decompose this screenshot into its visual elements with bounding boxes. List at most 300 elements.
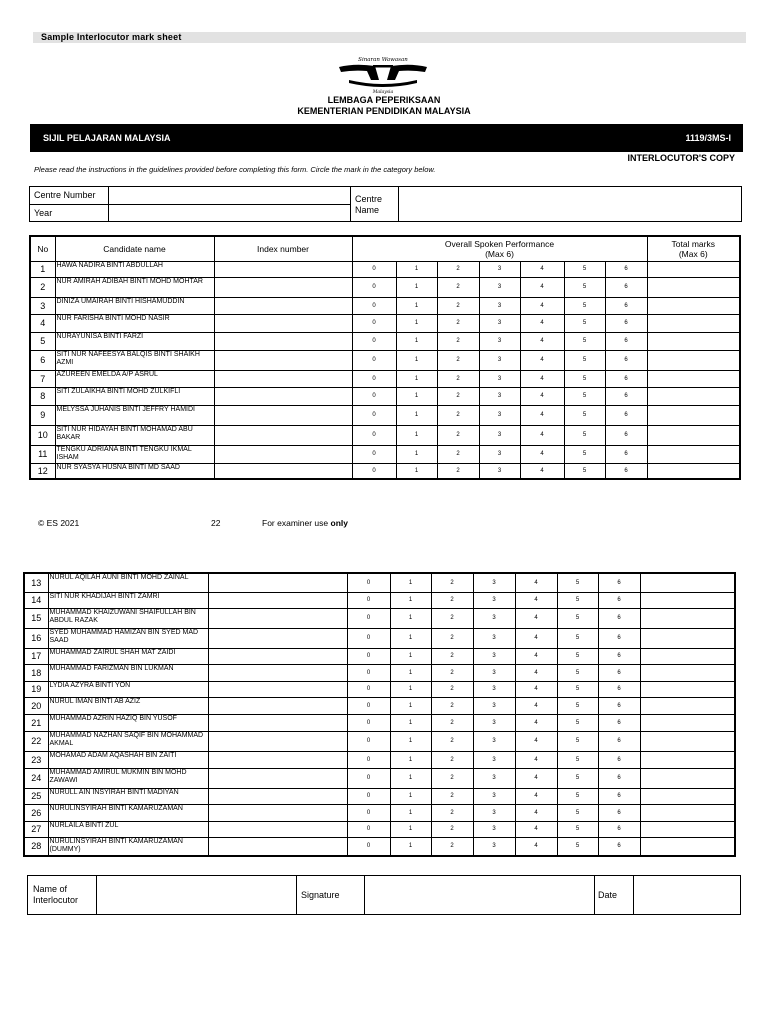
mark-option-6[interactable]: 6 bbox=[605, 370, 647, 387]
mark-option-4[interactable]: 4 bbox=[515, 681, 557, 697]
mark-option-4[interactable]: 4 bbox=[520, 277, 564, 297]
mark-option-6[interactable]: 6 bbox=[598, 697, 640, 714]
total-marks-field[interactable] bbox=[647, 370, 740, 387]
mark-option-3[interactable]: 3 bbox=[473, 628, 515, 648]
candidate-name: SITI ZULAIKHA BINTI MOHD ZULKIFLI bbox=[55, 387, 214, 405]
year-field[interactable] bbox=[109, 205, 349, 222]
index-number-field[interactable] bbox=[214, 277, 352, 297]
mark-option-1[interactable]: 1 bbox=[390, 821, 431, 837]
mark-option-1[interactable]: 1 bbox=[396, 445, 437, 463]
year-label: Year bbox=[34, 208, 53, 218]
row-number: 28 bbox=[24, 837, 48, 856]
index-number-field[interactable] bbox=[208, 821, 347, 837]
mark-option-4[interactable]: 4 bbox=[515, 768, 557, 788]
row-number: 19 bbox=[24, 681, 48, 697]
mark-option-1[interactable]: 1 bbox=[390, 837, 431, 856]
mark-option-3[interactable]: 3 bbox=[473, 608, 515, 628]
candidate-name: MELYSSA JUHANIS BINTI JEFFRY HAMIDI bbox=[55, 405, 214, 425]
mark-option-0[interactable]: 0 bbox=[347, 788, 390, 804]
mark-option-0[interactable]: 0 bbox=[352, 387, 396, 405]
total-marks-field[interactable] bbox=[640, 573, 735, 592]
mark-option-3[interactable]: 3 bbox=[479, 425, 520, 445]
total-marks-field[interactable] bbox=[640, 788, 735, 804]
mark-option-0[interactable]: 0 bbox=[347, 648, 390, 664]
index-number-field[interactable] bbox=[208, 573, 347, 592]
mark-option-3[interactable]: 3 bbox=[479, 297, 520, 314]
table-row bbox=[30, 332, 740, 350]
mark-option-0[interactable]: 0 bbox=[352, 314, 396, 332]
mark-option-1[interactable]: 1 bbox=[390, 681, 431, 697]
mark-option-6[interactable]: 6 bbox=[598, 788, 640, 804]
mark-option-5[interactable]: 5 bbox=[557, 731, 598, 751]
mark-option-3[interactable]: 3 bbox=[479, 445, 520, 463]
mark-option-2[interactable]: 2 bbox=[437, 297, 479, 314]
mark-option-5[interactable]: 5 bbox=[564, 425, 605, 445]
mark-option-0[interactable]: 0 bbox=[352, 370, 396, 387]
table-row bbox=[30, 261, 740, 277]
mark-option-0[interactable]: 0 bbox=[352, 277, 396, 297]
mark-option-5[interactable]: 5 bbox=[557, 648, 598, 664]
total-marks-field[interactable] bbox=[647, 332, 740, 350]
mark-option-0[interactable]: 0 bbox=[352, 463, 396, 479]
mark-option-3[interactable]: 3 bbox=[473, 837, 515, 856]
index-number-field[interactable] bbox=[208, 837, 347, 856]
index-number-field[interactable] bbox=[214, 405, 352, 425]
mark-option-1[interactable]: 1 bbox=[396, 425, 437, 445]
mark-option-1[interactable]: 1 bbox=[396, 332, 437, 350]
mark-option-2[interactable]: 2 bbox=[431, 681, 473, 697]
row-number: 16 bbox=[24, 628, 48, 648]
mark-option-6[interactable]: 6 bbox=[605, 297, 647, 314]
mark-option-0[interactable]: 0 bbox=[347, 681, 390, 697]
mark-option-2[interactable]: 2 bbox=[431, 821, 473, 837]
total-marks-field[interactable] bbox=[647, 297, 740, 314]
table-row bbox=[24, 592, 735, 608]
total-marks-field[interactable] bbox=[647, 277, 740, 297]
mark-option-1[interactable]: 1 bbox=[396, 277, 437, 297]
mark-option-5[interactable]: 5 bbox=[557, 821, 598, 837]
mark-option-5[interactable]: 5 bbox=[564, 370, 605, 387]
mark-option-1[interactable]: 1 bbox=[396, 370, 437, 387]
mark-option-4[interactable]: 4 bbox=[520, 463, 564, 479]
mark-option-1[interactable]: 1 bbox=[396, 405, 437, 425]
mark-option-0[interactable]: 0 bbox=[352, 261, 396, 277]
mark-option-6[interactable]: 6 bbox=[598, 573, 640, 592]
index-number-field[interactable] bbox=[214, 332, 352, 350]
mark-option-1[interactable]: 1 bbox=[390, 714, 431, 731]
mark-option-0[interactable]: 0 bbox=[352, 445, 396, 463]
mark-option-0[interactable]: 0 bbox=[352, 350, 396, 370]
mark-option-6[interactable]: 6 bbox=[598, 804, 640, 821]
mark-option-2[interactable]: 2 bbox=[437, 277, 479, 297]
mark-option-3[interactable]: 3 bbox=[479, 405, 520, 425]
mark-option-6[interactable]: 6 bbox=[605, 314, 647, 332]
index-number-field[interactable] bbox=[208, 697, 347, 714]
total-marks-field[interactable] bbox=[640, 714, 735, 731]
mark-option-4[interactable]: 4 bbox=[515, 592, 557, 608]
mark-option-6[interactable]: 6 bbox=[598, 751, 640, 768]
mark-option-6[interactable]: 6 bbox=[605, 445, 647, 463]
total-marks-field[interactable] bbox=[647, 387, 740, 405]
mark-option-0[interactable]: 0 bbox=[352, 405, 396, 425]
mark-option-2[interactable]: 2 bbox=[431, 751, 473, 768]
mark-option-0[interactable]: 0 bbox=[347, 837, 390, 856]
mark-option-2[interactable]: 2 bbox=[431, 664, 473, 681]
index-number-field[interactable] bbox=[214, 370, 352, 387]
mark-option-5[interactable]: 5 bbox=[557, 628, 598, 648]
mark-option-5[interactable]: 5 bbox=[564, 405, 605, 425]
mark-option-4[interactable]: 4 bbox=[515, 837, 557, 856]
mark-option-2[interactable]: 2 bbox=[431, 648, 473, 664]
table-row bbox=[30, 463, 740, 479]
row-number: 13 bbox=[24, 573, 48, 592]
mark-option-4[interactable]: 4 bbox=[520, 445, 564, 463]
date-label: Date bbox=[598, 890, 618, 900]
mark-option-5[interactable]: 5 bbox=[557, 573, 598, 592]
mark-option-3[interactable]: 3 bbox=[473, 714, 515, 731]
mark-option-3[interactable]: 3 bbox=[479, 332, 520, 350]
row-number: 3 bbox=[30, 297, 55, 314]
index-number-field[interactable] bbox=[214, 261, 352, 277]
mark-option-1[interactable]: 1 bbox=[390, 731, 431, 751]
centre-number-field[interactable] bbox=[109, 187, 349, 204]
total-marks-field[interactable] bbox=[640, 592, 735, 608]
row-number: 21 bbox=[24, 714, 48, 731]
mark-option-3[interactable]: 3 bbox=[479, 370, 520, 387]
mark-option-2[interactable]: 2 bbox=[437, 463, 479, 479]
mark-option-0[interactable]: 0 bbox=[347, 608, 390, 628]
total-marks-field[interactable] bbox=[640, 837, 735, 856]
mark-option-2[interactable]: 2 bbox=[431, 837, 473, 856]
mark-option-6[interactable]: 6 bbox=[605, 425, 647, 445]
index-number-field[interactable] bbox=[214, 314, 352, 332]
mark-option-6[interactable]: 6 bbox=[605, 350, 647, 370]
table-row bbox=[24, 731, 735, 751]
total-marks-field[interactable] bbox=[640, 648, 735, 664]
page-number: 22 bbox=[211, 518, 221, 528]
row-number: 2 bbox=[30, 277, 55, 297]
mark-option-1[interactable]: 1 bbox=[390, 573, 431, 592]
mark-option-5[interactable]: 5 bbox=[564, 314, 605, 332]
total-marks-field[interactable] bbox=[640, 768, 735, 788]
mark-option-0[interactable]: 0 bbox=[347, 768, 390, 788]
mark-option-0[interactable]: 0 bbox=[347, 573, 390, 592]
mark-option-0[interactable]: 0 bbox=[347, 714, 390, 731]
mark-option-4[interactable]: 4 bbox=[520, 425, 564, 445]
total-marks-field[interactable] bbox=[647, 463, 740, 479]
candidate-name: SITI NUR KHADIJAH BINTI ZAMRI bbox=[48, 592, 208, 608]
mark-option-0[interactable]: 0 bbox=[347, 697, 390, 714]
table-row bbox=[30, 425, 740, 445]
mark-option-2[interactable]: 2 bbox=[437, 387, 479, 405]
exam-banner bbox=[30, 124, 743, 152]
centre-name-field[interactable] bbox=[399, 187, 741, 221]
interlocutor-name-field[interactable] bbox=[97, 876, 295, 914]
mark-option-0[interactable]: 0 bbox=[347, 731, 390, 751]
mark-option-2[interactable]: 2 bbox=[431, 804, 473, 821]
table-row bbox=[24, 664, 735, 681]
centre-name-label: Centre bbox=[355, 194, 383, 204]
mark-option-4[interactable]: 4 bbox=[515, 788, 557, 804]
mark-option-2[interactable]: 2 bbox=[437, 425, 479, 445]
mark-option-4[interactable]: 4 bbox=[520, 405, 564, 425]
mark-option-2[interactable]: 2 bbox=[437, 370, 479, 387]
mark-option-4[interactable]: 4 bbox=[515, 664, 557, 681]
mark-option-4[interactable]: 4 bbox=[515, 628, 557, 648]
mark-option-2[interactable]: 2 bbox=[431, 768, 473, 788]
mark-option-4[interactable]: 4 bbox=[520, 314, 564, 332]
mark-option-5[interactable]: 5 bbox=[557, 804, 598, 821]
centre-name-label-2: Name bbox=[355, 205, 380, 215]
mark-option-3[interactable]: 3 bbox=[473, 731, 515, 751]
mark-option-1[interactable]: 1 bbox=[390, 751, 431, 768]
mark-option-5[interactable]: 5 bbox=[557, 697, 598, 714]
total-marks-field[interactable] bbox=[647, 445, 740, 463]
mark-option-6[interactable]: 6 bbox=[605, 277, 647, 297]
mark-option-1[interactable]: 1 bbox=[390, 804, 431, 821]
mark-option-4[interactable]: 4 bbox=[515, 714, 557, 731]
mark-option-5[interactable]: 5 bbox=[557, 592, 598, 608]
total-marks-field[interactable] bbox=[640, 628, 735, 648]
mark-option-2[interactable]: 2 bbox=[431, 788, 473, 804]
mark-option-5[interactable]: 5 bbox=[564, 350, 605, 370]
row-number: 22 bbox=[24, 731, 48, 751]
mark-option-5[interactable]: 5 bbox=[564, 463, 605, 479]
index-number-field[interactable] bbox=[208, 664, 347, 681]
index-number-field[interactable] bbox=[208, 768, 347, 788]
mark-option-3[interactable]: 3 bbox=[473, 788, 515, 804]
mark-option-1[interactable]: 1 bbox=[390, 697, 431, 714]
mark-option-4[interactable]: 4 bbox=[515, 804, 557, 821]
mark-option-1[interactable]: 1 bbox=[390, 768, 431, 788]
mark-option-3[interactable]: 3 bbox=[473, 573, 515, 592]
copy-label: INTERLOCUTOR'S COPY bbox=[627, 153, 735, 163]
mark-option-3[interactable]: 3 bbox=[473, 697, 515, 714]
index-number-field[interactable] bbox=[214, 387, 352, 405]
index-number-field[interactable] bbox=[208, 608, 347, 628]
mark-option-0[interactable]: 0 bbox=[352, 297, 396, 314]
mark-option-1[interactable]: 1 bbox=[390, 664, 431, 681]
mark-option-2[interactable]: 2 bbox=[437, 350, 479, 370]
mark-option-6[interactable]: 6 bbox=[598, 768, 640, 788]
mark-option-3[interactable]: 3 bbox=[473, 821, 515, 837]
mark-option-3[interactable]: 3 bbox=[473, 751, 515, 768]
candidate-name: LYDIA AZYRA BINTI YON bbox=[48, 681, 208, 697]
candidate-name: TENGKU ADRIANA BINTI TENGKU IKMAL ISHAM bbox=[55, 445, 214, 463]
index-number-field[interactable] bbox=[214, 463, 352, 479]
mark-option-1[interactable]: 1 bbox=[390, 592, 431, 608]
mark-option-1[interactable]: 1 bbox=[396, 314, 437, 332]
mark-option-3[interactable]: 3 bbox=[473, 681, 515, 697]
mark-option-4[interactable]: 4 bbox=[520, 297, 564, 314]
total-marks-field[interactable] bbox=[647, 425, 740, 445]
table-row bbox=[30, 314, 740, 332]
mark-option-5[interactable]: 5 bbox=[557, 751, 598, 768]
table-row bbox=[24, 573, 735, 592]
mark-option-3[interactable]: 3 bbox=[479, 387, 520, 405]
mark-option-1[interactable]: 1 bbox=[396, 387, 437, 405]
mark-option-0[interactable]: 0 bbox=[347, 751, 390, 768]
signature-box bbox=[27, 875, 741, 915]
marks-table-page1 bbox=[29, 235, 741, 480]
mark-option-0[interactable]: 0 bbox=[347, 628, 390, 648]
candidate-name: MUHAMMAD KHAIZUWANI SHAIFULLAH BIN ABDUL RAZAK bbox=[48, 608, 208, 628]
mark-option-3[interactable]: 3 bbox=[473, 664, 515, 681]
mark-option-4[interactable]: 4 bbox=[520, 332, 564, 350]
mark-option-4[interactable]: 4 bbox=[520, 261, 564, 277]
total-marks-field[interactable] bbox=[647, 350, 740, 370]
mark-option-6[interactable]: 6 bbox=[598, 837, 640, 856]
total-marks-field[interactable] bbox=[640, 751, 735, 768]
mark-option-5[interactable]: 5 bbox=[564, 277, 605, 297]
org-name-line2: KEMENTERIAN PENDIDIKAN MALAYSIA bbox=[297, 106, 471, 116]
mark-option-2[interactable]: 2 bbox=[431, 697, 473, 714]
mark-option-0[interactable]: 0 bbox=[347, 804, 390, 821]
mark-option-6[interactable]: 6 bbox=[605, 332, 647, 350]
mark-option-1[interactable]: 1 bbox=[396, 463, 437, 479]
mark-option-5[interactable]: 5 bbox=[557, 664, 598, 681]
table-row bbox=[24, 788, 735, 804]
mark-option-6[interactable]: 6 bbox=[598, 714, 640, 731]
signature-field[interactable] bbox=[365, 876, 593, 914]
mark-option-6[interactable]: 6 bbox=[605, 463, 647, 479]
mark-option-1[interactable]: 1 bbox=[396, 261, 437, 277]
mark-option-1[interactable]: 1 bbox=[390, 628, 431, 648]
mark-option-0[interactable]: 0 bbox=[352, 425, 396, 445]
mark-option-2[interactable]: 2 bbox=[437, 445, 479, 463]
mark-option-1[interactable]: 1 bbox=[390, 608, 431, 628]
index-number-field[interactable] bbox=[214, 445, 352, 463]
rows-page2 bbox=[24, 573, 735, 856]
index-number-field[interactable] bbox=[214, 350, 352, 370]
mark-option-4[interactable]: 4 bbox=[520, 350, 564, 370]
total-marks-field[interactable] bbox=[640, 697, 735, 714]
mark-option-4[interactable]: 4 bbox=[515, 608, 557, 628]
mark-option-3[interactable]: 3 bbox=[473, 768, 515, 788]
examiner-note-only: only bbox=[330, 518, 348, 528]
mark-option-4[interactable]: 4 bbox=[515, 821, 557, 837]
mark-option-3[interactable]: 3 bbox=[479, 277, 520, 297]
mark-option-6[interactable]: 6 bbox=[598, 648, 640, 664]
mark-option-1[interactable]: 1 bbox=[396, 297, 437, 314]
mark-option-3[interactable]: 3 bbox=[479, 261, 520, 277]
mark-option-2[interactable]: 2 bbox=[437, 405, 479, 425]
index-number-field[interactable] bbox=[208, 788, 347, 804]
mark-option-3[interactable]: 3 bbox=[479, 463, 520, 479]
mark-option-4[interactable]: 4 bbox=[515, 751, 557, 768]
mark-option-0[interactable]: 0 bbox=[352, 332, 396, 350]
mark-option-6[interactable]: 6 bbox=[598, 592, 640, 608]
mark-option-6[interactable]: 6 bbox=[605, 405, 647, 425]
index-number-field[interactable] bbox=[208, 681, 347, 697]
total-marks-field[interactable] bbox=[640, 664, 735, 681]
performance-max: (Max 6) bbox=[485, 248, 514, 259]
mark-option-5[interactable]: 5 bbox=[564, 445, 605, 463]
row-number: 24 bbox=[24, 768, 48, 788]
index-number-field[interactable] bbox=[208, 628, 347, 648]
index-number-field[interactable] bbox=[208, 751, 347, 768]
mark-option-3[interactable]: 3 bbox=[473, 804, 515, 821]
mark-option-0[interactable]: 0 bbox=[347, 821, 390, 837]
mark-option-5[interactable]: 5 bbox=[557, 788, 598, 804]
mark-option-2[interactable]: 2 bbox=[431, 592, 473, 608]
mark-option-3[interactable]: 3 bbox=[473, 592, 515, 608]
mark-option-4[interactable]: 4 bbox=[520, 387, 564, 405]
mark-option-6[interactable]: 6 bbox=[605, 261, 647, 277]
mark-option-3[interactable]: 3 bbox=[479, 350, 520, 370]
total-marks-field[interactable] bbox=[647, 261, 740, 277]
mark-option-4[interactable]: 4 bbox=[515, 648, 557, 664]
total-marks-field[interactable] bbox=[647, 314, 740, 332]
mark-option-1[interactable]: 1 bbox=[390, 788, 431, 804]
mark-option-5[interactable]: 5 bbox=[564, 297, 605, 314]
mark-option-5[interactable]: 5 bbox=[564, 261, 605, 277]
mark-option-5[interactable]: 5 bbox=[557, 714, 598, 731]
mark-option-6[interactable]: 6 bbox=[598, 821, 640, 837]
mark-option-5[interactable]: 5 bbox=[557, 681, 598, 697]
mark-option-6[interactable]: 6 bbox=[598, 628, 640, 648]
mark-option-0[interactable]: 0 bbox=[347, 592, 390, 608]
mark-option-2[interactable]: 2 bbox=[431, 628, 473, 648]
mark-option-5[interactable]: 5 bbox=[564, 387, 605, 405]
total-marks-field[interactable] bbox=[647, 405, 740, 425]
mark-option-5[interactable]: 5 bbox=[557, 608, 598, 628]
mark-option-3[interactable]: 3 bbox=[473, 648, 515, 664]
mark-option-2[interactable]: 2 bbox=[437, 314, 479, 332]
mark-option-6[interactable]: 6 bbox=[598, 731, 640, 751]
total-marks-field[interactable] bbox=[640, 821, 735, 837]
index-number-field[interactable] bbox=[214, 297, 352, 314]
index-number-field[interactable] bbox=[208, 804, 347, 821]
index-number-field[interactable] bbox=[214, 425, 352, 445]
mark-option-0[interactable]: 0 bbox=[347, 664, 390, 681]
index-number-field[interactable] bbox=[208, 714, 347, 731]
mark-option-4[interactable]: 4 bbox=[515, 697, 557, 714]
mark-option-5[interactable]: 5 bbox=[557, 837, 598, 856]
table-row bbox=[24, 697, 735, 714]
mark-option-6[interactable]: 6 bbox=[605, 387, 647, 405]
total-marks-field[interactable] bbox=[640, 608, 735, 628]
mark-option-4[interactable]: 4 bbox=[515, 573, 557, 592]
total-marks-field[interactable] bbox=[640, 731, 735, 751]
total-marks-field[interactable] bbox=[640, 804, 735, 821]
row-number: 26 bbox=[24, 804, 48, 821]
total-marks-field[interactable] bbox=[640, 681, 735, 697]
mark-option-5[interactable]: 5 bbox=[564, 332, 605, 350]
mark-option-1[interactable]: 1 bbox=[390, 648, 431, 664]
mark-option-2[interactable]: 2 bbox=[431, 731, 473, 751]
mark-option-3[interactable]: 3 bbox=[479, 314, 520, 332]
mark-option-6[interactable]: 6 bbox=[598, 681, 640, 697]
mark-option-2[interactable]: 2 bbox=[431, 608, 473, 628]
mark-option-6[interactable]: 6 bbox=[598, 664, 640, 681]
mark-option-1[interactable]: 1 bbox=[396, 350, 437, 370]
mark-option-4[interactable]: 4 bbox=[515, 731, 557, 751]
exam-board-logo bbox=[335, 52, 431, 94]
mark-option-4[interactable]: 4 bbox=[520, 370, 564, 387]
row-number: 6 bbox=[30, 350, 55, 370]
mark-option-2[interactable]: 2 bbox=[437, 261, 479, 277]
mark-option-2[interactable]: 2 bbox=[437, 332, 479, 350]
mark-option-2[interactable]: 2 bbox=[431, 573, 473, 592]
index-number-field[interactable] bbox=[208, 592, 347, 608]
mark-option-6[interactable]: 6 bbox=[598, 608, 640, 628]
date-field[interactable] bbox=[634, 876, 740, 914]
index-number-field[interactable] bbox=[208, 648, 347, 664]
mark-option-5[interactable]: 5 bbox=[557, 768, 598, 788]
index-number-field[interactable] bbox=[208, 731, 347, 751]
mark-option-2[interactable]: 2 bbox=[431, 714, 473, 731]
